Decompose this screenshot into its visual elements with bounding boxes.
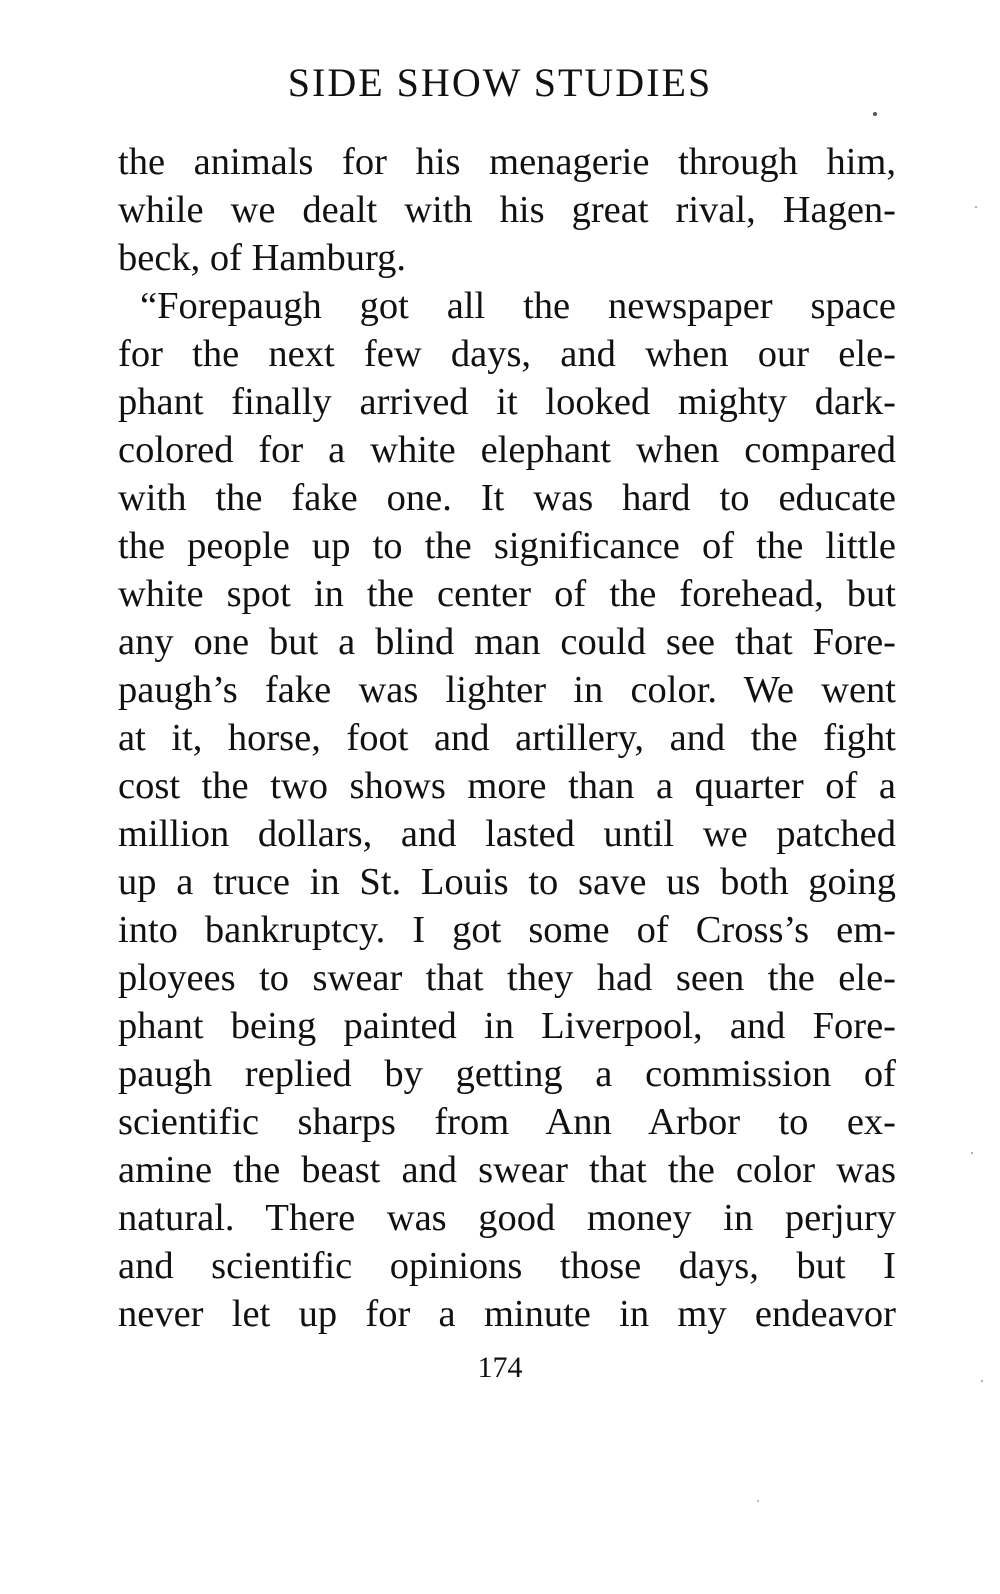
text-line: “Forepaugh got all the newspaper space: [140, 285, 896, 327]
scan-speck: [981, 1380, 983, 1382]
text-line: amine the beast and swear that the color was: [118, 1149, 896, 1191]
page-number: 174: [477, 1351, 523, 1384]
text-line: any one but a blind man could see that Fore-: [118, 621, 896, 663]
text-line: million dollars, and lasted until we patched: [118, 813, 896, 855]
text-line: never let up for a minute in my endeavor: [118, 1293, 896, 1335]
text-line: white spot in the center of the forehead, but: [118, 573, 896, 615]
scan-speck: [971, 1152, 973, 1154]
text-line: beck, of Hamburg.: [118, 237, 406, 279]
scan-speck: [873, 112, 877, 116]
scan-speck: [757, 1500, 759, 1502]
text-line: natural. There was good money in perjury: [118, 1197, 896, 1239]
text-line: and scientific opinions those days, but I: [118, 1245, 896, 1287]
text-line: colored for a white elephant when compared: [118, 429, 896, 471]
running-head: SIDE SHOW STUDIES: [287, 60, 713, 105]
text-line: the animals for his menagerie through him,: [118, 141, 896, 183]
text-line: phant finally arrived it looked mighty dark-: [118, 381, 896, 423]
text-line: with the fake one. It was hard to educate: [118, 477, 896, 519]
text-line: ployees to swear that they had seen the ele-: [118, 957, 896, 999]
text-line: at it, horse, foot and artillery, and the fight: [118, 717, 896, 759]
text-line: into bankruptcy. I got some of Cross’s em-: [118, 909, 896, 951]
text-line: paugh’s fake was lighter in color. We went: [118, 669, 896, 711]
text-line: the people up to the significance of the little: [118, 525, 896, 567]
scan-speck: [975, 206, 977, 208]
text-line: phant being painted in Liverpool, and Fore-: [118, 1005, 896, 1047]
text-line: up a truce in St. Louis to save us both going: [118, 861, 896, 903]
text-line: paugh replied by getting a commission of: [118, 1053, 896, 1095]
text-line: while we dealt with his great rival, Hagen-: [118, 189, 896, 231]
text-line: cost the two shows more than a quarter of a: [118, 765, 896, 807]
text-line: for the next few days, and when our ele-: [118, 333, 896, 375]
text-line: scientific sharps from Ann Arbor to ex-: [118, 1101, 896, 1143]
